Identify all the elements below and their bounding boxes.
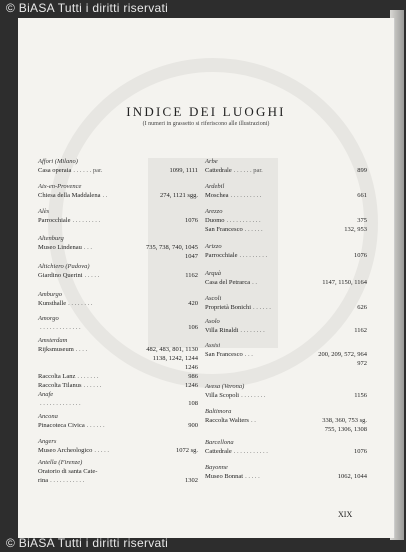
entry-row xyxy=(205,350,367,359)
index-entry xyxy=(205,242,367,260)
index-entry xyxy=(205,207,367,234)
entry-label: Casa del Petrarca xyxy=(205,279,251,286)
place-name: Arbe xyxy=(205,158,218,165)
entry-pages: 108 xyxy=(188,400,198,407)
entry-leader: . . . . . . . . . . . . . xyxy=(40,324,81,331)
entry-pages: 375 xyxy=(357,217,367,224)
entry-label: Duomo xyxy=(205,217,225,224)
entry-pages: 1162 xyxy=(185,272,198,279)
entry-pages: 420 xyxy=(188,300,198,307)
entry-label: Parrocchiale xyxy=(38,217,71,224)
entry-row xyxy=(38,421,198,430)
entry-leader: . . . . . . xyxy=(86,422,105,429)
entry-row xyxy=(38,243,198,252)
place-name: Assisi xyxy=(205,342,221,349)
entry-leader: . . . . . . . . . xyxy=(72,217,101,224)
entry-pages: 1062, 1044 xyxy=(337,473,367,480)
index-entry xyxy=(38,290,198,308)
place-name: Ardebil xyxy=(205,183,225,190)
entry-row xyxy=(205,416,367,425)
entry-leader: . . . xyxy=(244,351,253,358)
entry-pages: 1076 xyxy=(354,448,367,455)
place-name: Ancona xyxy=(38,413,58,420)
index-entry xyxy=(205,157,367,175)
index-entry xyxy=(38,336,198,390)
place-name: Antella (Firenze) xyxy=(38,459,83,466)
entry-pages: 200, 209, 572, 964 xyxy=(318,351,367,358)
place-name: Alès xyxy=(38,208,50,215)
entry-continuation: 1138, 1242, 1244 xyxy=(152,355,198,362)
entry-label: Giardino Querini xyxy=(38,272,83,279)
entry-row xyxy=(38,476,198,485)
place-name: Affori (Milano) xyxy=(38,158,78,165)
entry-leader: . . . . . . . . xyxy=(240,327,265,334)
entry-row xyxy=(205,391,367,400)
place-name: Ascoli xyxy=(205,295,222,302)
entry-leader: . . . . . . . . . . . . . xyxy=(40,400,81,407)
index-entry xyxy=(205,341,367,368)
entry-pages: 986 xyxy=(188,373,198,380)
entry-continuation: 1246 xyxy=(185,364,198,371)
entry-row xyxy=(38,216,198,225)
place-name: Angers xyxy=(38,438,57,445)
entry-leader: . . . . . . . . . xyxy=(239,252,268,259)
entry-label: Moschea xyxy=(205,192,229,199)
watermark-top: © BiASA Tutti i diritti riservati xyxy=(6,1,169,15)
entry-leader: . . . . . . . xyxy=(77,373,99,380)
index-entry xyxy=(38,390,198,408)
entry-pages: 1076 xyxy=(185,217,198,224)
entry-leader: . . . . . . xyxy=(83,382,102,389)
place-name: Arezzo xyxy=(205,208,223,215)
place-name: Bayonne xyxy=(205,464,228,471)
entry-label: Chiesa della Maddalena xyxy=(38,192,101,199)
index-entry xyxy=(205,438,367,456)
entry-leader: . . . . . . . . . . . xyxy=(233,448,268,455)
entry-label: Cattedrale xyxy=(205,448,232,455)
place-name: Avesa (Verona) xyxy=(205,383,245,390)
index-entry xyxy=(205,317,367,335)
entry-pages: 1076 xyxy=(354,252,367,259)
entry-label: Museo Archeologico xyxy=(38,447,93,454)
entry-row xyxy=(38,381,198,390)
entry-leader: . . xyxy=(252,279,257,286)
entry-pages: 338, 360, 753 sg. xyxy=(322,417,367,424)
entry-row xyxy=(205,472,367,481)
page-number: XIX xyxy=(338,510,353,519)
entry-leader: . . . . . . . . . . xyxy=(230,192,262,199)
entry-row xyxy=(38,345,198,354)
entry-row xyxy=(38,166,198,175)
entry-pages: 1162 xyxy=(354,327,367,334)
place-name: Altenburg xyxy=(38,235,64,242)
entry-leader: . . . . . . xyxy=(253,304,271,311)
index-entry xyxy=(205,182,367,200)
entry-leader: . . . . . . . . . . . xyxy=(50,477,85,484)
entry-continuation: 755, 1306, 1308 xyxy=(324,426,367,433)
entry-leader: . . . . . . . . xyxy=(241,392,266,399)
page-subtitle: (I numeri in grassetto si riferiscono alle illustrazioni) xyxy=(142,121,270,127)
entry-pages: 661 xyxy=(357,192,367,199)
entry-label: Museo Bonnat xyxy=(205,473,244,480)
entry-label: Rijksmuseum xyxy=(38,346,74,353)
entry-label: Casa operaia xyxy=(38,167,72,174)
entry-pages: 1302 xyxy=(185,477,198,484)
index-entry xyxy=(38,412,198,430)
entry-pages: 1099, 1111 xyxy=(169,167,198,174)
entry-leader: . . . . xyxy=(75,346,88,353)
entry-row xyxy=(205,225,367,234)
index-entry xyxy=(205,294,367,312)
book-page xyxy=(18,18,395,538)
entry-row xyxy=(205,278,367,287)
entry-pages: 1246 xyxy=(185,382,198,389)
entry-label: Villa Rinaldi xyxy=(205,327,239,334)
entry-pages: 626 xyxy=(357,304,367,311)
entry-label: Raccolta Lanz xyxy=(38,373,76,380)
index-entry xyxy=(38,314,198,332)
entry-label: Cattedrale xyxy=(205,167,232,174)
entry-row xyxy=(205,166,367,175)
index-entry xyxy=(38,262,198,280)
entry-pages: 274, 1121 sgg. xyxy=(159,192,198,199)
entry-continuation: 1047 xyxy=(185,253,198,260)
entry-label: Pinacoteca Civica xyxy=(38,422,85,429)
index-entry xyxy=(38,234,198,261)
entry-label: Proprietà Bonichi xyxy=(205,304,252,311)
entry-label: Raccolta Tilanus xyxy=(38,382,82,389)
place-name: Arizzo xyxy=(205,243,222,250)
place-name: Asolo xyxy=(205,318,220,325)
place-name: Amburgo xyxy=(38,291,62,298)
entry-pages: 1156 xyxy=(354,392,367,399)
place-name: Aix-en-Provence xyxy=(38,183,82,190)
place-name: Amsterdam xyxy=(38,337,68,344)
index-entry xyxy=(38,182,198,200)
index-entry xyxy=(205,382,367,400)
entry-label: Oratorio di santa Cate- xyxy=(38,468,98,475)
entry-row xyxy=(38,446,198,455)
entry-row xyxy=(38,191,198,200)
entry-row xyxy=(205,447,367,456)
index-entry xyxy=(38,458,198,485)
entry-pages: 132, 953 xyxy=(344,226,367,233)
entry-leader: . . . . . xyxy=(84,272,100,279)
entry-label: Parrocchiale xyxy=(205,252,238,259)
entry-leader: . . . xyxy=(83,244,92,251)
entry-pages: 735, 738, 740, 1045 xyxy=(146,244,198,251)
index-entry xyxy=(205,269,367,287)
entry-leader: . . . . . . . . . . . xyxy=(226,217,261,224)
entry-pages: 899 xyxy=(357,167,367,174)
entry-leader: . . . . . . par. xyxy=(233,167,263,174)
entry-row xyxy=(38,467,198,476)
entry-leader xyxy=(97,467,198,476)
watermark-bottom: © BiASA Tutti i diritti riservati xyxy=(6,536,169,550)
entry-pages: 1147, 1150, 1164 xyxy=(322,279,367,286)
place-name: Arquà xyxy=(205,270,222,277)
entry-pages: 106 xyxy=(188,324,198,331)
entry-row xyxy=(38,323,198,332)
place-name: Anafe xyxy=(38,391,54,398)
entry-leader: . . . . . xyxy=(245,473,260,480)
place-name: Barcellona xyxy=(205,439,234,446)
entry-pages: 900 xyxy=(188,422,198,429)
entry-label: rina xyxy=(38,477,49,484)
entry-leader: . . . . . xyxy=(94,447,109,454)
place-name: Altichiero (Padova) xyxy=(38,263,90,270)
entry-label: Raccolta Walters xyxy=(205,417,249,424)
page-title: INDICE DEI LUOGHI xyxy=(126,104,286,119)
index-entry xyxy=(38,437,198,455)
entry-label: San Francesco xyxy=(205,351,243,358)
entry-label: Villa Scopoli xyxy=(205,392,240,399)
entry-row xyxy=(38,399,198,408)
entry-leader: . . xyxy=(250,417,256,424)
entry-pages: 1072 sg. xyxy=(175,447,198,454)
entry-row xyxy=(38,271,198,280)
index-entry xyxy=(205,463,367,481)
place-name: Baltimora xyxy=(205,408,232,415)
entry-row xyxy=(38,299,198,308)
index-entry xyxy=(38,157,198,175)
place-name: Amorgo xyxy=(38,315,59,322)
entry-leader: . . . . . . . . xyxy=(68,300,93,307)
entry-pages: 482, 483, 801, 1130 xyxy=(146,346,198,353)
index-entry xyxy=(205,407,367,434)
index-entry xyxy=(38,207,198,225)
entry-leader: . . . . . . par. xyxy=(73,167,103,174)
entry-row xyxy=(38,372,198,381)
entry-row xyxy=(205,326,367,335)
entry-row xyxy=(205,191,367,200)
entry-label: Museo Lindenau xyxy=(38,244,82,251)
entry-row xyxy=(205,251,367,260)
entry-leader: . . xyxy=(102,192,108,199)
entry-continuation: 972 xyxy=(357,360,367,367)
entry-row xyxy=(205,216,367,225)
entry-row xyxy=(205,303,367,312)
entry-label: Kunsthalle xyxy=(38,300,67,307)
entry-label: San Francesco xyxy=(205,226,243,233)
entry-leader: . . . . . . xyxy=(244,226,263,233)
